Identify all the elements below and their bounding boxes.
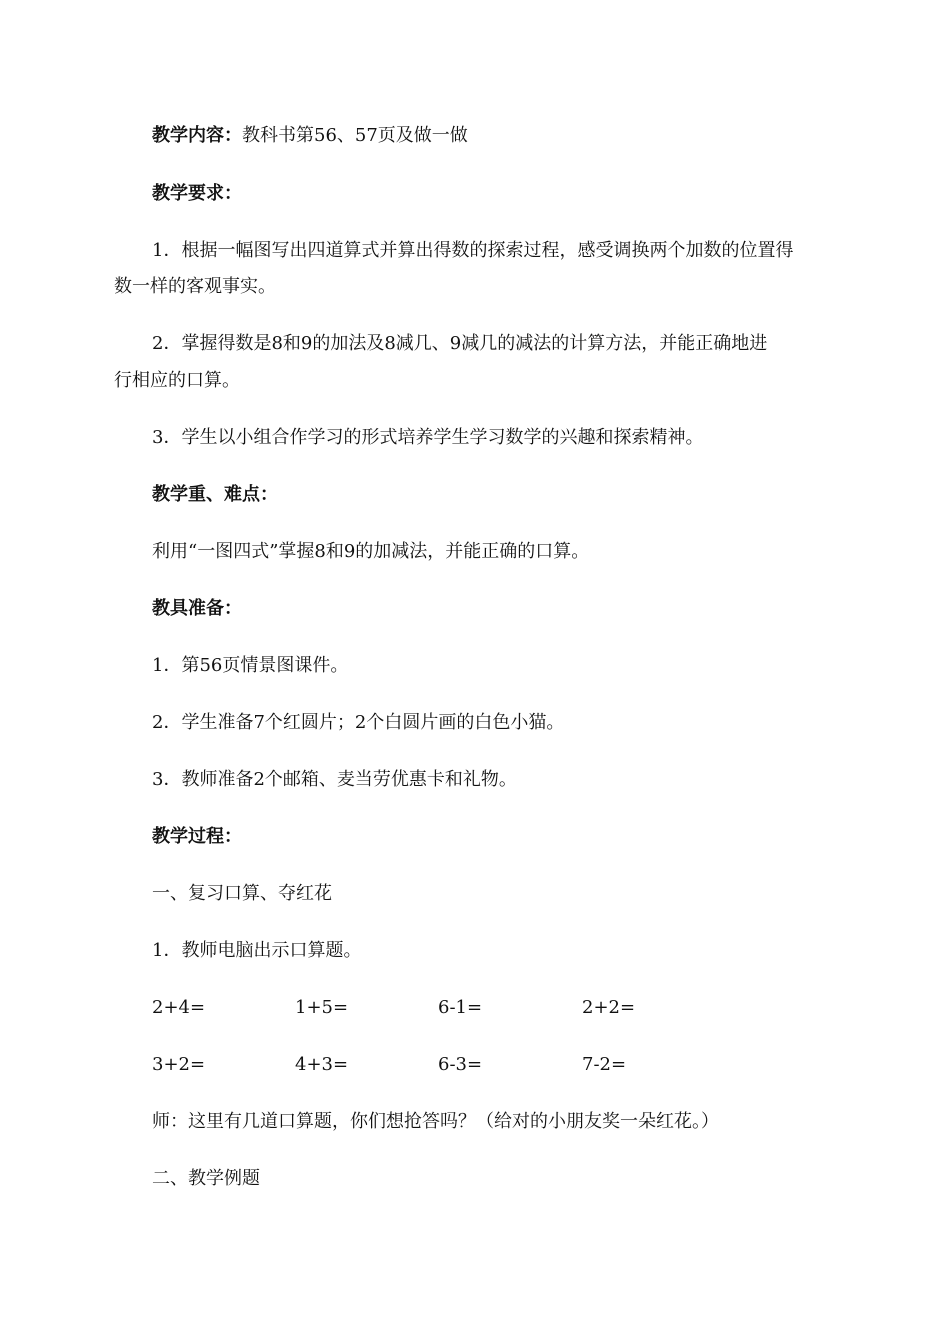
requirement-1-line-2: 数一样的客观事实。: [114, 276, 276, 297]
process-heading: 教学过程：: [152, 826, 242, 847]
section-1-title: 一、复习口算、夺红花: [152, 883, 332, 904]
material-2: 2．学生准备7个红圆片；2个白圆片画的白色小猫。: [152, 712, 565, 733]
content-label: 教学内容：: [152, 125, 242, 146]
key-points-text: 利用“一图四式”掌握8和9的加减法，并能正确的口算。: [152, 541, 590, 562]
arithmetic-item: 2+2=: [582, 997, 636, 1018]
arithmetic-item: 6-3=: [438, 1054, 483, 1075]
material-1: 1．第56页情景图课件。: [152, 655, 349, 676]
key-points-heading: 教学重、难点：: [152, 484, 278, 505]
arithmetic-item: 1+5=: [295, 997, 349, 1018]
content-text: 教科书第56、57页及做一做: [242, 125, 468, 146]
requirement-3: 3．学生以小组合作学习的形式培养学生学习数学的兴趣和探索精神。: [152, 427, 704, 448]
requirements-heading: 教学要求：: [152, 183, 242, 204]
requirement-1-line-1: 1．根据一幅图写出四道算式并算出得数的探索过程，感受调换两个加数的位置得: [152, 240, 794, 261]
material-3: 3．教师准备2个邮箱、麦当劳优惠卡和礼物。: [152, 769, 517, 790]
content-line: [152, 121, 468, 151]
section-2-title: 二、教学例题: [152, 1168, 260, 1189]
requirement-2-line-1: 2．掌握得数是8和9的加法及8减几、9减几的减法的计算方法，并能正确地进: [152, 333, 768, 354]
teacher-prompt: 师：这里有几道口算题，你们想抢答吗？（给对的小朋友奖一朵红花。）: [152, 1111, 719, 1132]
arithmetic-item: 7-2=: [582, 1054, 627, 1075]
arithmetic-item: 6-1=: [438, 997, 483, 1018]
arithmetic-item: 2+4=: [152, 997, 206, 1018]
arithmetic-item: 3+2=: [152, 1054, 206, 1075]
arithmetic-item: 4+3=: [295, 1054, 349, 1075]
requirement-2-line-2: 行相应的口算。: [114, 370, 240, 391]
materials-heading: 教具准备：: [152, 598, 242, 619]
step-1: 1．教师电脑出示口算题。: [152, 940, 362, 961]
